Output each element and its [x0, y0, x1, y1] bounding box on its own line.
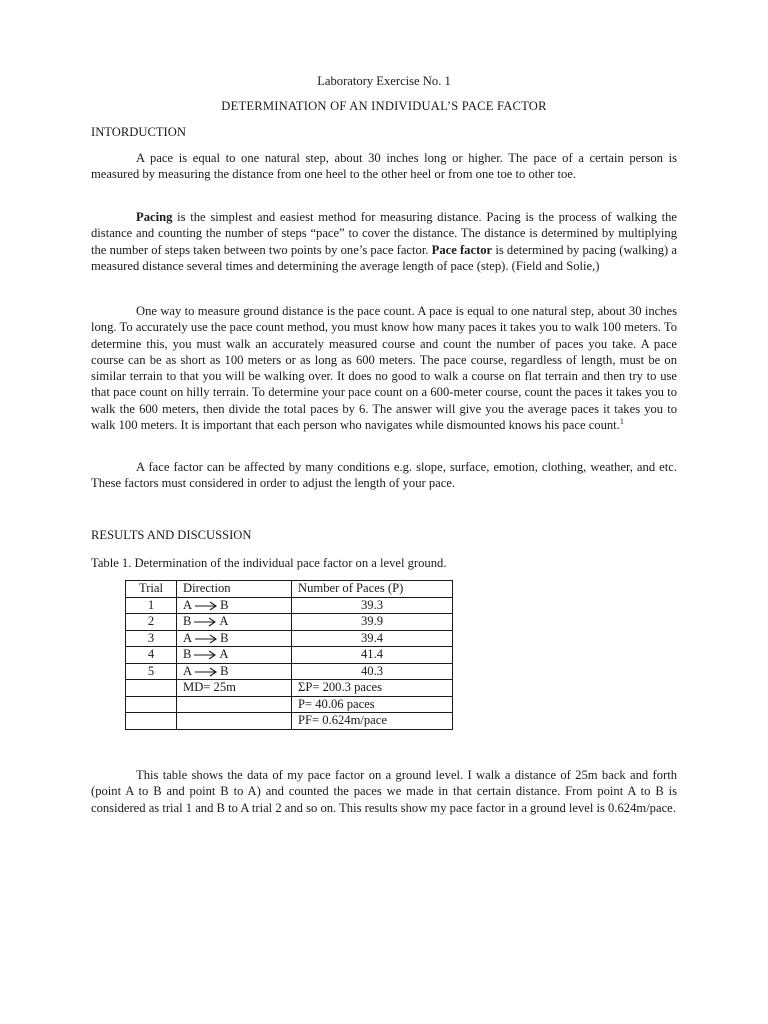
intro-paragraph-3 [91, 303, 677, 433]
trial-cell: 2 [126, 614, 177, 631]
discussion-paragraph: This table shows the data of my pace factor on a ground level. I walk a distance of 25m back and forth (point A to B and point B to A) and counted the paces we made in that certain distance. From point A to B is considered as trial 1 and B to A trial 2 and so on. This results show my pace factor in a ground level is 0.624m/pace. [91, 768, 677, 815]
pace-count-text: One way to measure ground distance is the pace count. A pace is equal to one natural step, about 30 inches long. To accurately use the pace count method, you must know how many paces it takes you to walk 100 meters. To determine this, you must walk an accurately measured course and count the number of paces you take. A pace course can be as short as 100 meters or as long as 600 meters. The pace course, regardless of length, must be on similar terrain to that you will be walking over. It does no good to walk a course on flat terrain and then try to use that pace count on hilly terrain. To determine your pace count on a 600-meter course, count the paces it takes you to walk the 600 meters, then divide the total paces by 6. The answer will give you the average paces it takes you to walk 100 meters. It is important that each person who navigates while dismounted knows his pace count. [91, 304, 677, 433]
sum-of-paces-cell: ΣP= 200.3 paces [292, 680, 453, 697]
table-row [126, 597, 453, 614]
table-summary-row [126, 713, 453, 730]
direction-from: A [183, 630, 193, 645]
direction-to: B [220, 597, 229, 612]
header-direction: Direction [177, 581, 292, 598]
paces-cell: 40.3 [292, 663, 453, 680]
table-summary-row [126, 696, 453, 713]
measured-distance-cell: MD= 25m [177, 680, 292, 697]
direction-from: B [183, 614, 192, 629]
paces-cell: 39.9 [292, 614, 453, 631]
direction-cell [177, 630, 292, 647]
paces-cell: 41.4 [292, 647, 453, 664]
direction-from: A [183, 597, 193, 612]
footnote-marker: 1 [619, 417, 624, 427]
right-arrow-icon [194, 634, 218, 644]
empty-cell [177, 713, 292, 730]
direction-cell [177, 614, 292, 631]
trial-cell: 5 [126, 663, 177, 680]
header-trial: Trial [126, 581, 177, 598]
empty-cell [126, 680, 177, 697]
introduction-heading: INTORDUCTION [91, 125, 186, 139]
intro-paragraph-1: A pace is equal to one natural step, about 30 inches long or higher. The pace of a certain person is measured by measuring the distance from one heel to the other heel or from one toe to other toe. [91, 151, 677, 182]
average-paces-cell: P= 40.06 paces [292, 696, 453, 713]
pace-factor-cell: PF= 0.624m/pace [292, 713, 453, 730]
direction-cell [177, 647, 292, 664]
pacing-definition-text: is the simplest and easiest method for measuring distance. Pacing is the process of walking the distance and counting the number of steps “pace” to cover the distance. The distance is determined by multiplying the number of steps taken between two points by one’s pace factor. [91, 210, 677, 257]
empty-cell [126, 713, 177, 730]
table-row [126, 630, 453, 647]
direction-from: A [183, 663, 193, 678]
pace-factor-table [125, 580, 453, 730]
direction-cell [177, 663, 292, 680]
direction-to: A [219, 647, 229, 662]
trial-cell: 3 [126, 630, 177, 647]
term-pace-factor: Pace factor [431, 242, 493, 257]
trial-cell: 4 [126, 647, 177, 664]
right-arrow-icon [194, 667, 218, 677]
intro-paragraph-4: A face factor can be affected by many conditions e.g. slope, surface, emotion, clothing, weather, and etc. These factors must considered in order to adjust the length of your pace. [91, 460, 677, 491]
results-heading: RESULTS AND DISCUSSION [91, 528, 252, 542]
term-pacing: Pacing [136, 210, 173, 224]
direction-to: B [220, 663, 229, 678]
empty-cell [177, 696, 292, 713]
direction-to: B [220, 630, 229, 645]
lab-exercise-title: Laboratory Exercise No. 1 [317, 74, 451, 88]
right-arrow-icon [194, 601, 218, 611]
right-arrow-icon [193, 650, 217, 660]
intro-paragraph-2 [91, 209, 677, 274]
table-row [126, 614, 453, 631]
table-summary-row [126, 680, 453, 697]
direction-cell [177, 597, 292, 614]
right-arrow-icon [193, 617, 217, 627]
paces-cell: 39.4 [292, 630, 453, 647]
direction-to: A [219, 614, 229, 629]
pace-factor-definition-text: is determined by pacing (walking) a measured distance several times and determining the average length of pace (step). (Field and Solie,) [91, 242, 677, 273]
direction-from: B [183, 647, 192, 662]
table-caption: Table 1. Determination of the individual pace factor on a level ground. [91, 556, 447, 570]
document-title: DETERMINATION OF AN INDIVIDUAL’S PACE FACTOR [221, 99, 547, 113]
table-header-row [126, 581, 453, 598]
trial-cell: 1 [126, 597, 177, 614]
table-row [126, 663, 453, 680]
header-number-of-paces: Number of Paces (P) [292, 581, 453, 598]
table-row [126, 647, 453, 664]
paces-cell: 39.3 [292, 597, 453, 614]
empty-cell [126, 696, 177, 713]
